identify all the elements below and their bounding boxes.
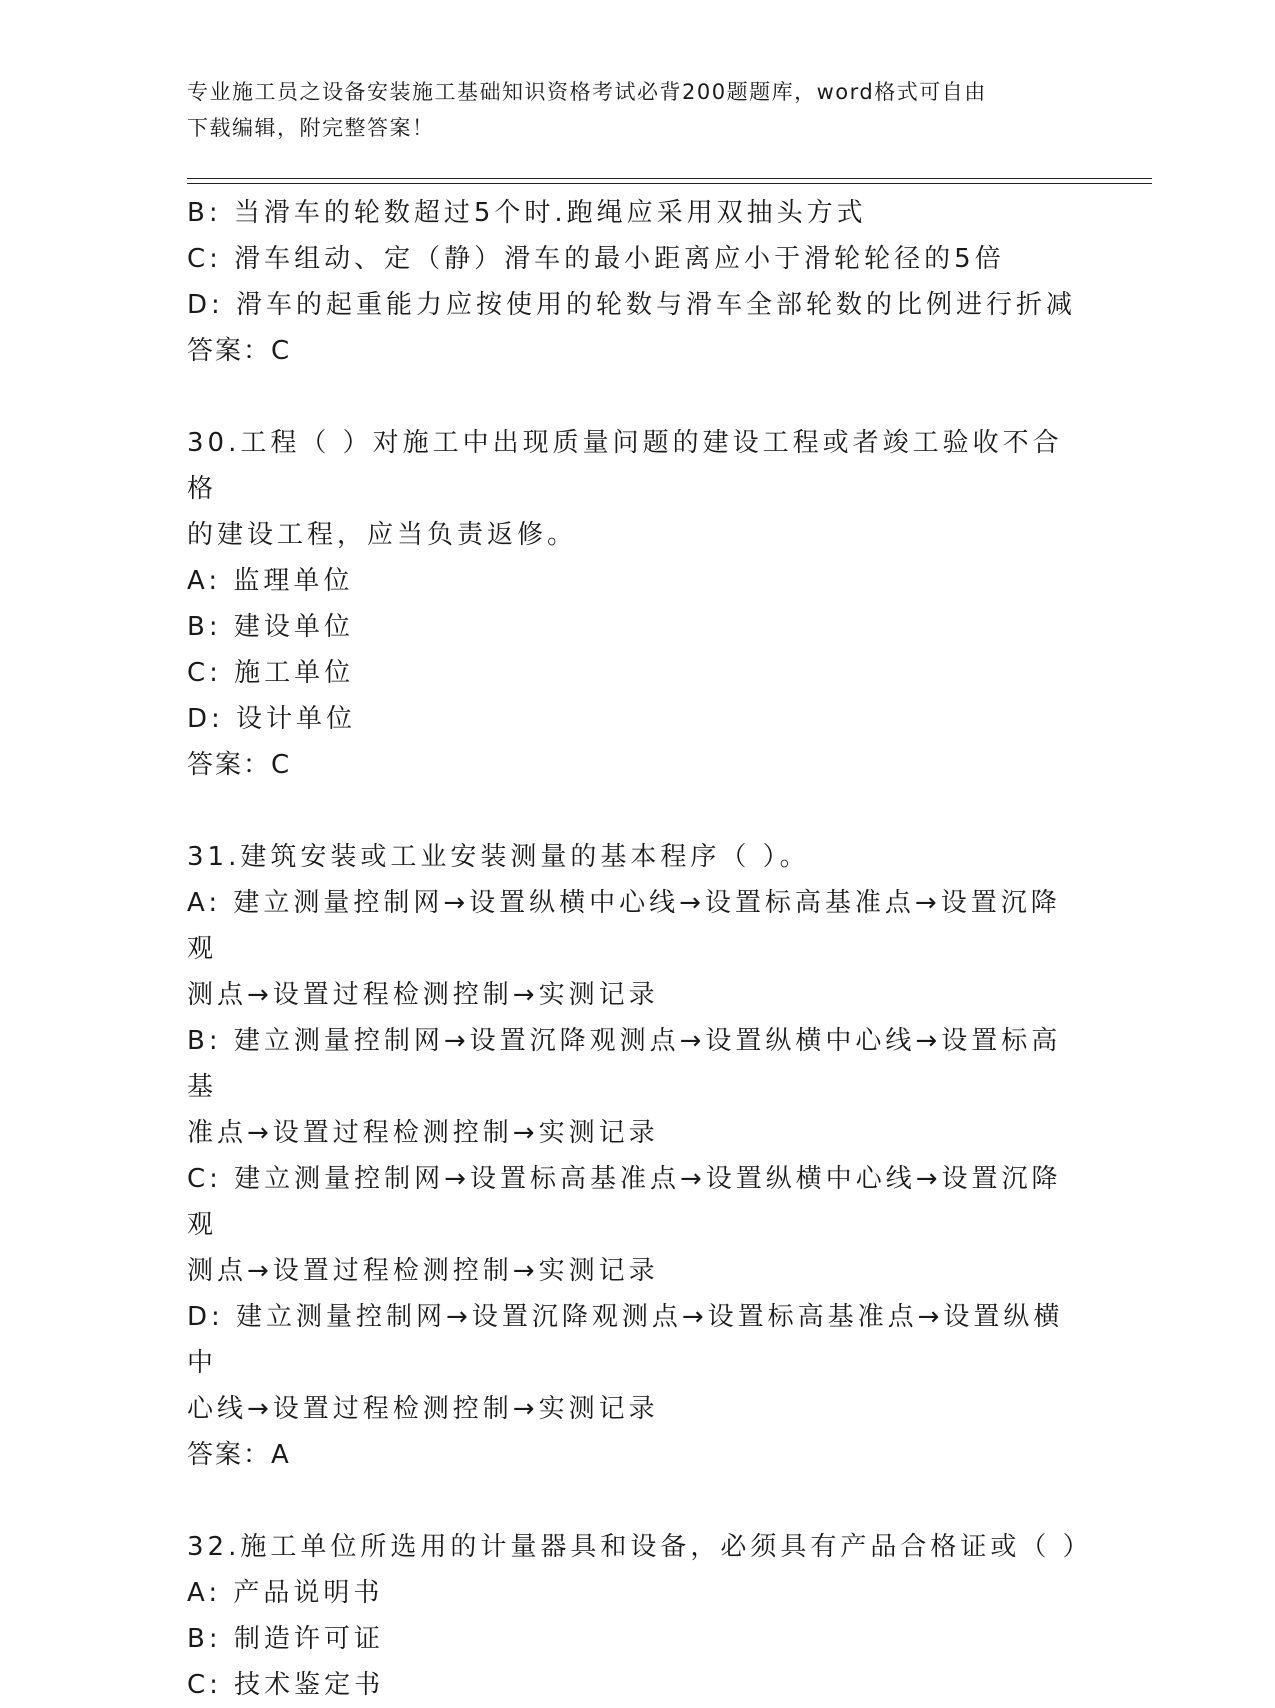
option-line: B: 建立测量控制网→设置沉降观测点→设置纵横中心线→设置标高基 [187, 1026, 1062, 1102]
question-stem-line: 31.建筑安装或工业安装测量的基本程序（ ）。 [187, 842, 810, 872]
option-line: D: 设计单位 [187, 704, 357, 734]
question-stem-line: 的建设工程，应当负责返修。 [187, 520, 578, 550]
option-line-continued: 测点→设置过程检测控制→实测记录 [187, 1256, 659, 1286]
option-line: D: 滑车的起重能力应按使用的轮数与滑车全部轮数的比例进行折减 [187, 290, 1077, 320]
question-gap [187, 374, 1087, 420]
header-title-line-1: 专业施工员之设备安装施工基础知识资格考试必背200题题库，word格式可自由 [187, 80, 987, 104]
header-divider-top [187, 178, 1152, 179]
question-30 [187, 420, 1087, 788]
question-gap [187, 788, 1087, 834]
header-divider-bottom [187, 183, 1152, 184]
option-line-continued: 测点→设置过程检测控制→实测记录 [187, 980, 659, 1010]
option-line-continued: 心线→设置过程检测控制→实测记录 [187, 1394, 659, 1424]
header-title-line-2: 下载编辑，附完整答案！ [187, 116, 435, 140]
option-line: A: 建立测量控制网→设置纵横中心线→设置标高基准点→设置沉降观 [187, 888, 1061, 964]
question-gap [187, 1478, 1087, 1524]
answer-line: 答案：C [187, 750, 292, 780]
option-line: A: 监理单位 [187, 566, 354, 596]
document-header [187, 74, 1087, 146]
option-line-continued: 准点→设置过程检测控制→实测记录 [187, 1118, 659, 1148]
option-line: C: 滑车组动、定（静）滑车的最小距离应小于滑轮轮径的5倍 [187, 244, 1005, 274]
option-line: D: 建立测量控制网→设置沉降观测点→设置标高基准点→设置纵横中 [187, 1302, 1064, 1378]
option-line: B: 制造许可证 [187, 1624, 384, 1654]
question-31 [187, 834, 1087, 1478]
option-line: B: 当滑车的轮数超过5个时.跑绳应采用双抽头方式 [187, 198, 867, 228]
question-32 [187, 1524, 1093, 1708]
option-line: A: 产品说明书 [187, 1578, 384, 1608]
answer-line: 答案：A [187, 1440, 291, 1470]
question-stem-line: 32.施工单位所选用的计量器具和设备，必须具有产品合格证或（ ） [187, 1532, 1093, 1562]
option-line: C: 技术鉴定书 [187, 1670, 385, 1700]
option-line: C: 施工单位 [187, 658, 355, 688]
option-line: B: 建设单位 [187, 612, 354, 642]
answer-line: 答案：C [187, 336, 292, 366]
question-stem-line: 30.工程（ ）对施工中出现质量问题的建设工程或者竣工验收不合格 [187, 428, 1063, 504]
question-list [187, 190, 1093, 1708]
question-29-continued [187, 190, 1087, 374]
option-line: C: 建立测量控制网→设置标高基准点→设置纵横中心线→设置沉降观 [187, 1164, 1062, 1240]
